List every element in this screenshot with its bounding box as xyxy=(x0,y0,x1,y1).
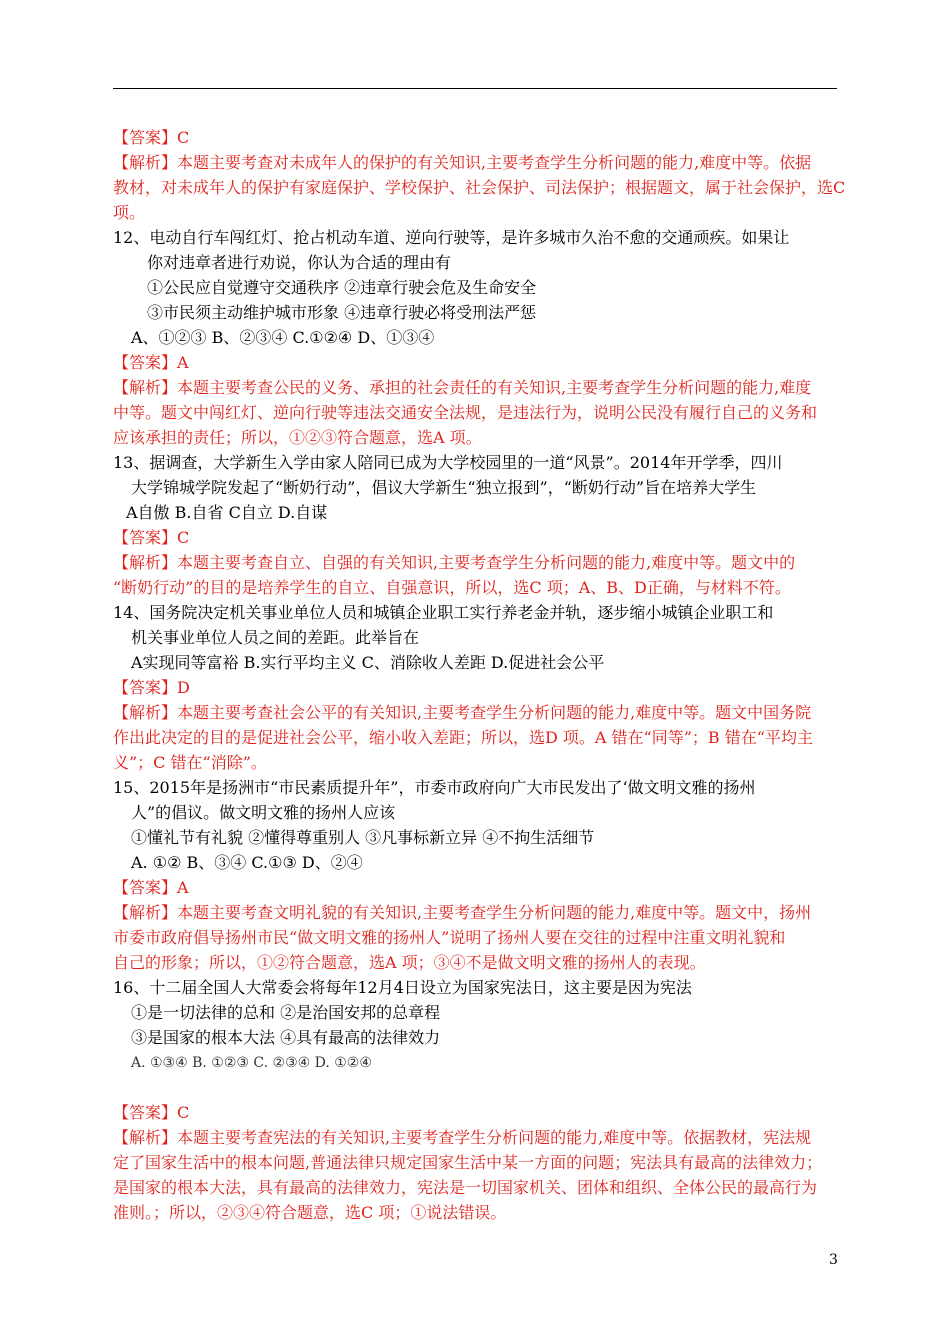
analysis-line: 应该承担的责任；所以，①②③符合题意，选A 项。 xyxy=(113,428,482,447)
question-stem: 机关事业单位人员之间的差距。此举旨在 xyxy=(131,628,420,647)
analysis-line: 【解析】本题主要考查文明礼貌的有关知识,主要考查学生分析问题的能力,难度中等。题文中，扬州 xyxy=(113,903,812,922)
question-statement: ①是一切法律的总和 ②是治国安邦的总章程 xyxy=(131,1003,441,1022)
question-stem: 12、电动自行车闯红灯、抢占机动车道、逆向行驶等，是许多城市久治不愈的交通顽疾。如果让 xyxy=(113,228,790,247)
question-stem: 16、十二届全国人大常委会将每年12月4日设立为国家宪法日，这主要是因为宪法 xyxy=(113,978,692,997)
analysis-line: 定了国家生活中的根本问题,普通法律只规定国家生活中某一方面的问题；宪法具有最高的法律效力； xyxy=(113,1153,823,1172)
analysis-line: 作出此决定的目的是促进社会公平，缩小收入差距；所以，选D 项。A 错在“同等”；B 错在“平均主 xyxy=(113,728,813,747)
analysis-line: 【解析】本题主要考查社会公平的有关知识,主要考查学生分析问题的能力,难度中等。题文中国务院 xyxy=(113,703,812,722)
analysis-line: 项。 xyxy=(113,203,146,222)
analysis-line: 义”；C 错在“消除”。 xyxy=(113,753,267,772)
analysis-line: 【解析】本题主要考查公民的义务、承担的社会责任的有关知识,主要考查学生分析问题的能力,难度 xyxy=(113,378,812,397)
analysis-line: “断奶行动”的目的是培养学生的自立、自强意识，所以，选C 项；A、B、D正确，与材料不符。 xyxy=(113,578,791,597)
header-rule xyxy=(113,88,837,89)
question-options: A. ①② B、③④ C.①③ D、②④ xyxy=(131,853,363,872)
question-stem: 13、据调查，大学新生入学由家人陪同已成为大学校园里的一道“风景”。2014年开学季，四川 xyxy=(113,453,783,472)
analysis-line: 中等。题文中闯红灯、逆向行驶等违法交通安全法规，是违法行为，说明公民没有履行自己的义务和 xyxy=(113,403,818,422)
question-statement: ③是国家的根本大法 ④具有最高的法律效力 xyxy=(131,1028,441,1047)
answer-label: 【答案】C xyxy=(113,128,190,147)
question-options: A实现同等富裕 B.实行平均主义 C、消除收人差距 D.促进社会公平 xyxy=(131,653,605,672)
question-options: A. ①③④ B. ①②③ C. ②③④ D. ①②④ xyxy=(131,1055,372,1071)
question-options: A、①②③ B、②③④ C.①②④ D、①③④ xyxy=(131,328,435,347)
analysis-line: 是国家的根本大法，具有最高的法律效力，宪法是一切国家机关、团体和组织、全体公民的最高行为 xyxy=(113,1178,818,1197)
analysis-line: 【解析】本题主要考查自立、自强的有关知识,主要考查学生分析问题的能力,难度中等。题文中的 xyxy=(113,553,796,572)
question-stem: 大学锦城学院发起了“断奶行动”，倡议大学新生“独立报到”，“断奶行动”旨在培养大学生 xyxy=(131,478,757,497)
analysis-line: 教材，对未成年人的保护有家庭保护、学校保护、社会保护、司法保护；根据题文，属于社会保护，选C xyxy=(113,178,846,197)
question-statement: ③市民须主动维护城市形象 ④违章行驶必将受刑法严惩 xyxy=(147,303,537,322)
analysis-line: 准则。；所以，②③④符合题意，选C 项；①说法错误。 xyxy=(113,1203,507,1222)
question-statement: ①懂礼节有礼貌 ②懂得尊重别人 ③凡事标新立异 ④不拘生活细节 xyxy=(131,828,595,847)
answer-label: 【答案】C xyxy=(113,1103,190,1122)
question-stem: 人”的倡议。做文明文雅的扬州人应该 xyxy=(131,803,396,822)
question-stem: 14、国务院决定机关事业单位人员和城镇企业职工实行养老金并轨，逐步缩小城镇企业职工和 xyxy=(113,603,774,622)
answer-label: 【答案】C xyxy=(113,528,190,547)
answer-label: 【答案】A xyxy=(113,878,189,897)
analysis-line: 市委市政府倡导扬州市民“做文明文雅的扬州人”说明了扬州人要在交往的过程中注重文明礼貌和 xyxy=(113,928,786,947)
question-stem: 15、2015年是扬洲市“市民素质提升年”，市委市政府向广大市民发出了‘做文明文雅的扬州 xyxy=(113,778,756,797)
analysis-line: 【解析】本题主要考查宪法的有关知识,主要考查学生分析问题的能力,难度中等。依据教材，宪法规 xyxy=(113,1128,812,1147)
question-options: A自傲 B.自省 C自立 D.自谋 xyxy=(126,503,328,522)
answer-label: 【答案】D xyxy=(113,678,190,697)
question-stem: 你对违章者进行劝说，你认为合适的理由有 xyxy=(147,253,452,272)
analysis-line: 【解析】本题主要考查对未成年人的保护的有关知识,主要考查学生分析问题的能力,难度中等。依据 xyxy=(113,153,812,172)
answer-label: 【答案】A xyxy=(113,353,189,372)
analysis-line: 自己的形象；所以，①②符合题意，选A 项；③④不是做文明文雅的扬州人的表现。 xyxy=(113,953,706,972)
page-number: 3 xyxy=(829,1252,838,1268)
question-statement: ①公民应自觉遵守交通秩序 ②违章行驶会危及生命安全 xyxy=(147,278,537,297)
